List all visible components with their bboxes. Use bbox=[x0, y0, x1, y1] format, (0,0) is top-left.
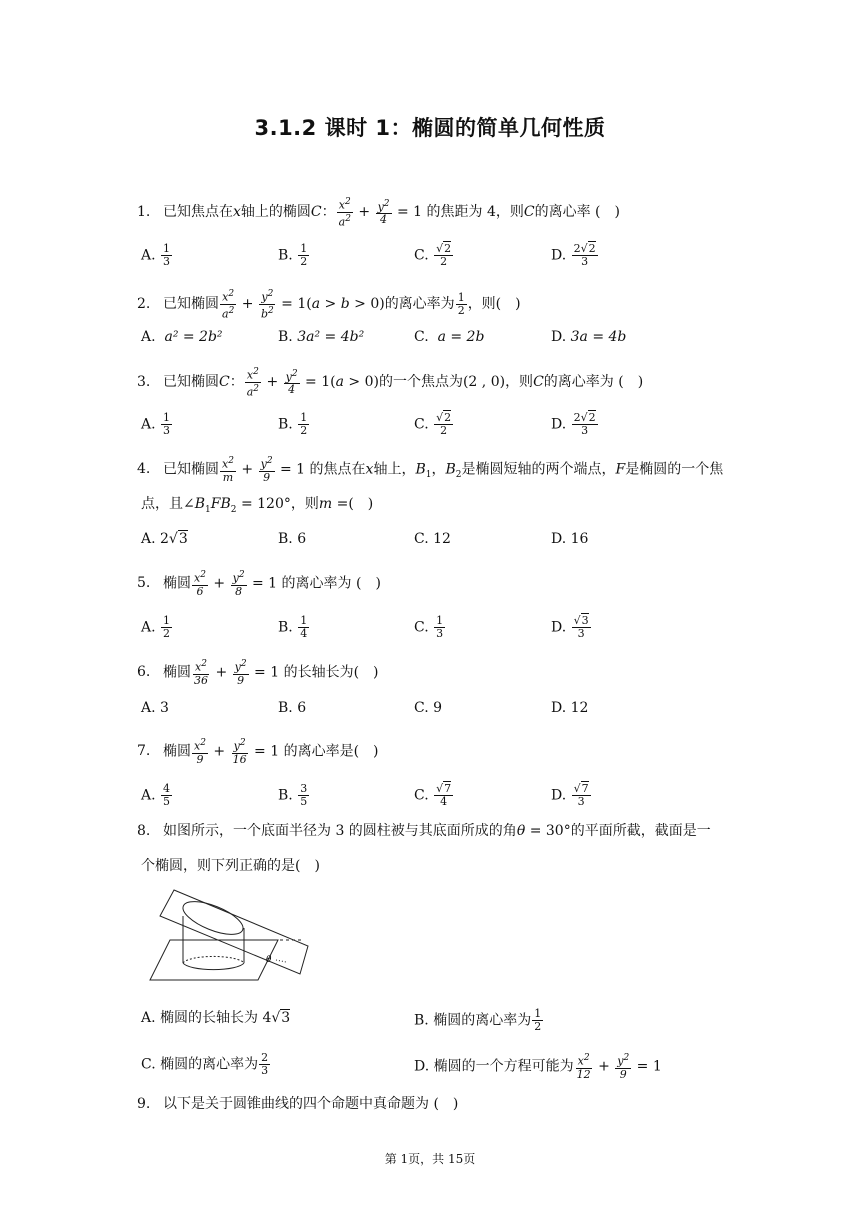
q3-option-b: B. $\frac{1}{2}$ bbox=[278, 411, 308, 437]
angle-label: θ bbox=[266, 955, 272, 965]
cylinder-figure bbox=[148, 888, 314, 986]
q4-option-a: A. 2√3 bbox=[141, 531, 188, 547]
question-7: 7. 椭圆 $\frac{x^2}{9}$ + $\frac{y^2}{16}$ = 1 的离心率是( ) bbox=[137, 738, 379, 766]
q7-option-b: B. $\frac{3}{5}$ bbox=[278, 782, 308, 808]
question-3: 3. 已知椭圆C： $\frac{x^2}{a^2}$ + $\frac{y^2}{4}$ = 1(a > 0)的一个焦点为(2 , 0)，则C的离心率为 ( ) bbox=[137, 367, 644, 399]
q5-option-c: C. $\frac{1}{3}$ bbox=[414, 614, 444, 640]
question-4-line2: 点，且$\angle B_1FB_2 = 120^\circ$，则m =( ) bbox=[141, 496, 374, 515]
q7-option-c: C. $\frac{√7}{4}$ bbox=[414, 782, 452, 808]
q3-option-d: D. $\frac{2√2}{3}$ bbox=[551, 411, 596, 437]
q2-option-d: D. 3a = 4b bbox=[551, 329, 627, 345]
question-8: 8. 如图所示，一个底面半径为 3 的圆柱被与其底面所成的角θ = 30°的平面所截，截面是一 bbox=[137, 823, 711, 839]
q5-option-d: D. $\frac{√3}{3}$ bbox=[551, 614, 589, 640]
q6-option-a: A. 3 bbox=[141, 700, 169, 716]
q1-option-a: A. $\frac{1}{3}$ bbox=[141, 242, 171, 268]
question-1: 1. 已知焦点在x轴上的椭圆C： $\frac{x^2}{a^2}$ + $\frac{y^2}{4}$ = 1 的焦距为 4，则C的离心率 ( ) bbox=[137, 197, 620, 229]
q1-option-c: C. $\frac{√2}{2}$ bbox=[414, 242, 452, 268]
page-title: 3.1.2 课时 1：椭圆的简单几何性质 bbox=[254, 116, 606, 140]
question-9: 9. 以下是关于圆锥曲线的四个命题中真命题为 ( ) bbox=[137, 1096, 459, 1112]
question-number: 1. bbox=[137, 204, 151, 221]
q3-option-c: C. $\frac{√2}{2}$ bbox=[414, 411, 452, 437]
q4-option-b: B. 6 bbox=[278, 531, 307, 547]
question-4: 4. 已知椭圆 $\frac{x^2}{m}$ + $\frac{y^2}{9}$ = 1 的焦点在x轴上，$B_1$，$B_2$是椭圆短轴的两个端点，F是椭圆的一个焦 bbox=[137, 456, 724, 484]
q6-option-d: D. 12 bbox=[551, 700, 589, 716]
question-2: 2. 已知椭圆 $\frac{x^2}{a^2}$ + $\frac{y^2}{b^2}$ = 1(a > b > 0)的离心率为 $\frac{1}{2}$ ，则( ) bbox=[137, 289, 521, 321]
q3-option-a: A. $\frac{1}{3}$ bbox=[141, 411, 171, 437]
q4-option-c: C. 12 bbox=[414, 531, 451, 547]
q1-option-d: D. $\frac{2√2}{3}$ bbox=[551, 242, 596, 268]
q6-option-c: C. 9 bbox=[414, 700, 443, 716]
q2-option-b: B. 3a² = 4b² bbox=[278, 329, 365, 345]
q8-option-c: C. 椭圆的离心率为 $\frac{2}{3}$ bbox=[141, 1051, 269, 1077]
q8-option-b: B. 椭圆的离心率为 $\frac{1}{2}$ bbox=[414, 1007, 542, 1033]
question-8-line2: 个椭圆，则下列正确的是( ) bbox=[141, 858, 320, 874]
q6-option-b: B. 6 bbox=[278, 700, 307, 716]
q4-option-d: D. 16 bbox=[551, 531, 589, 547]
q7-option-d: D. $\frac{√7}{3}$ bbox=[551, 782, 589, 808]
q2-option-a: A. a² = 2b² bbox=[141, 329, 223, 345]
q8-option-d: D. 椭圆的一个方程可能为 $\frac{x^2}{12}$ + $\frac{y^2}{9}$ = 1 bbox=[414, 1053, 662, 1081]
q8-option-a: A. 椭圆的长轴长为 4√3 bbox=[141, 1010, 291, 1026]
q7-option-a: A. $\frac{4}{5}$ bbox=[141, 782, 171, 808]
q1-option-b: B. $\frac{1}{2}$ bbox=[278, 242, 308, 268]
q5-option-a: A. $\frac{1}{2}$ bbox=[141, 614, 171, 640]
question-6: 6. 椭圆 $\frac{x^2}{36}$ + $\frac{y^2}{9}$ = 1 的长轴长为( ) bbox=[137, 659, 379, 687]
question-5: 5. 椭圆 $\frac{x^2}{6}$ + $\frac{y^2}{8}$ = 1 的离心率为 ( ) bbox=[137, 570, 381, 598]
q2-option-c: C. a = 2b bbox=[414, 329, 485, 345]
q5-option-b: B. $\frac{1}{4}$ bbox=[278, 614, 308, 640]
page-footer: 第 1页，共 15页 bbox=[384, 1152, 476, 1166]
